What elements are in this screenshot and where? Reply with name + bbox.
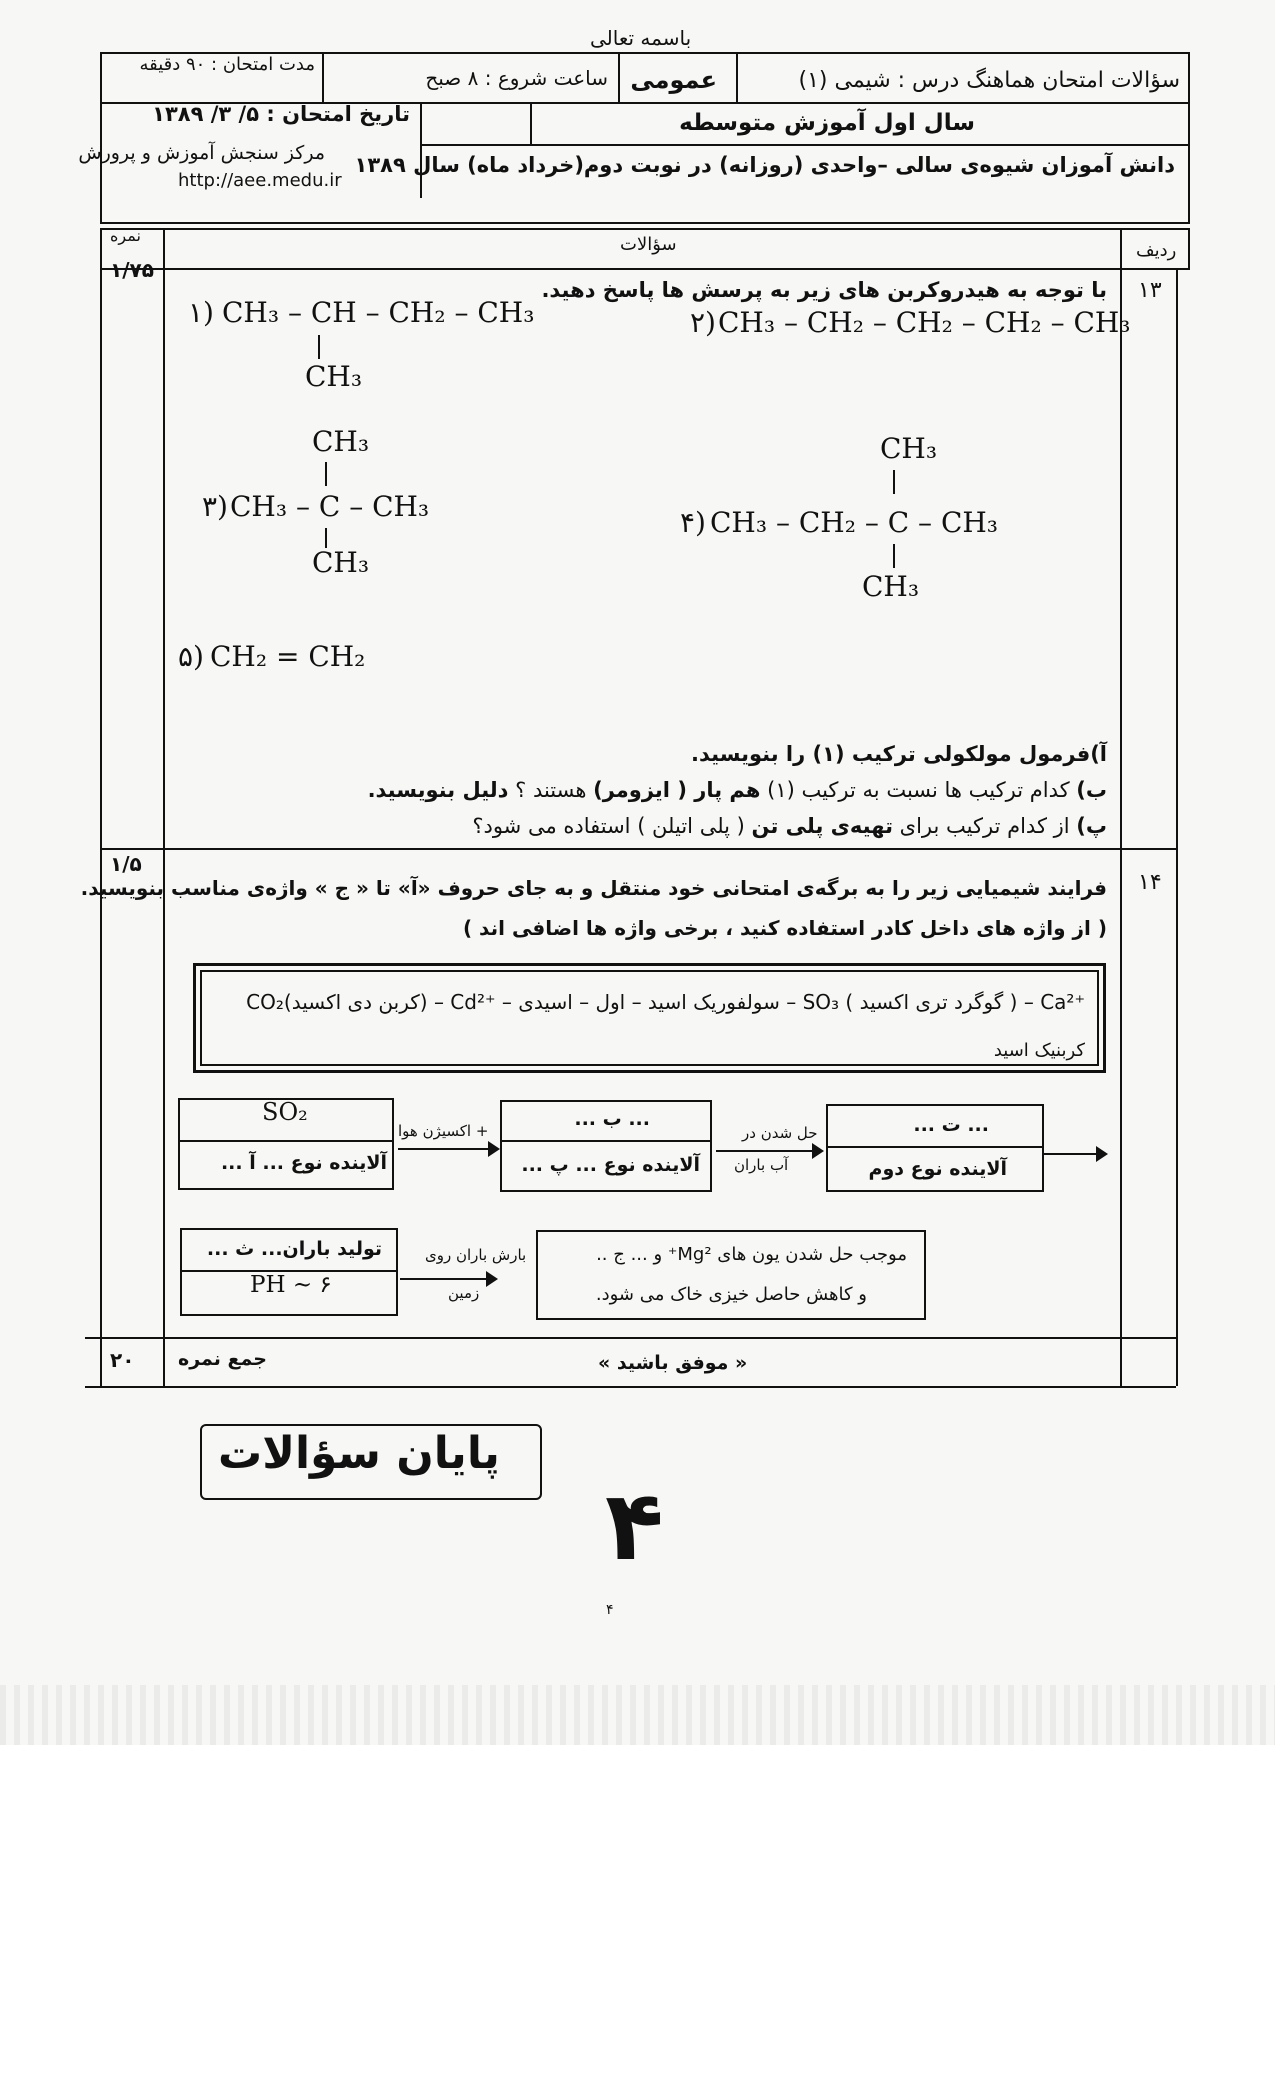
- arrow-1-label: + اکسیژن هوا: [398, 1122, 489, 1140]
- compound-5: CH₂ = CH₂: [210, 640, 366, 673]
- page-number: ۴: [605, 1470, 664, 1582]
- arrow-3-head: [1096, 1146, 1108, 1162]
- compound-4-label: ۴): [680, 506, 706, 539]
- compound-4-top: CH₃: [880, 432, 938, 465]
- exam-date: تاریخ امتحان : ۵/ ۳/ ۱۳۸۹: [152, 102, 410, 126]
- compound-1-branch: CH₃: [305, 360, 363, 393]
- start-time: ساعت شروع : ۸ صبح: [425, 66, 608, 90]
- word-list: CO₂(کربن دی اکسید) – Cd²⁺ – سولفوریک اسید – اول – اسیدی – SO₃ ( گوگرد تری اکسید ) – Ca²⁺: [246, 990, 1085, 1014]
- arrow-4-label-a: بارش باران روی: [425, 1246, 527, 1264]
- box3-bottom: آلاینده نوع دوم: [868, 1158, 1007, 1180]
- box2-top: ... ب ...: [574, 1108, 650, 1130]
- grade: سال اول آموزش متوسطه: [679, 110, 975, 136]
- q13-number: ۱۳: [1138, 278, 1162, 303]
- total-label: جمع نمره: [178, 1348, 267, 1370]
- arrow-2-label-b: آب باران: [734, 1156, 789, 1174]
- q13-score: ۱/۷۵: [110, 258, 154, 282]
- box1-bottom: آلاینده نوع ... آ ...: [220, 1152, 387, 1174]
- arrow-2-head: [812, 1143, 824, 1159]
- box1-top: SO₂: [262, 1098, 308, 1126]
- arrow-2-label-a: حل شدن در: [742, 1124, 818, 1142]
- students-info: دانش آموزان شیوه‌ی سالی –واحدی (روزانه) در نوبت دوم(خرداد ماه) سال ۱۳۸۹: [354, 153, 1175, 177]
- total-score: ۲۰: [110, 1348, 135, 1372]
- basmala: باسمه تعالی: [590, 26, 692, 50]
- q14-number: ۱۴: [1138, 870, 1162, 895]
- exam-title: سؤالات امتحان هماهنگ درس : شیمی (۱): [798, 68, 1180, 93]
- compound-2-label: ۲): [690, 306, 716, 339]
- compound-3-bottom: CH₃: [312, 546, 370, 579]
- compound-1-chain: CH₃ – CH – CH₂ – CH₃: [222, 296, 535, 329]
- compound-2-chain: CH₃ – CH₂ – CH₂ – CH₂ – CH₃: [718, 306, 1131, 339]
- compound-5-label: ۵): [178, 640, 204, 673]
- q13-intro: با توجه به هیدروکربن های زیر به پرسش ها پاسخ دهید.: [541, 278, 1107, 302]
- arrow-1-head: [488, 1141, 500, 1157]
- box5-line-2: و کاهش حاصل خیزی خاک می شود.: [595, 1284, 867, 1305]
- compound-3-chain: CH₃ – C – CH₃: [230, 490, 430, 523]
- box2-bottom: آلاینده نوع ... پ ...: [521, 1154, 700, 1176]
- box5-line-1: موجب حل شدن یون های Mg²⁺ و ... ج ..: [596, 1244, 907, 1265]
- col-questions: سؤالات: [620, 234, 677, 255]
- q14-intro: فرایند شیمیایی زیر را به برگه‌ی امتحانی خود منتقل و به جای حروف «آ» تا « ج » واژه‌ی مناسب بنویسید.: [80, 876, 1107, 900]
- center-url: http://aee.medu.ir: [178, 170, 342, 191]
- box4-top: تولید باران... ث ...: [206, 1238, 382, 1260]
- center-name: مرکز سنجش آموزش و پرورش: [78, 142, 325, 164]
- q13-part-a: آ)فرمول مولکولی ترکیب (۱) را بنویسید.: [691, 742, 1107, 766]
- compound-3-label: ۳): [202, 490, 228, 523]
- q14-intro-2: ( از واژه های داخل کادر استفاده کنید ، برخی واژه ها اضافی اند ): [462, 916, 1107, 940]
- good-luck: « موفق باشید »: [598, 1352, 748, 1374]
- page-number-small: ۴: [606, 1602, 614, 1618]
- word-list-2: کربنیک اسید: [993, 1040, 1085, 1061]
- box4-bottom: PH ~ ۶: [250, 1272, 332, 1298]
- general-label: عمومی: [630, 66, 717, 94]
- compound-3-top: CH₃: [312, 425, 370, 458]
- compound-4-chain: CH₃ – CH₂ – C – CH₃: [710, 506, 999, 539]
- compound-4-bottom: CH₃: [862, 570, 920, 603]
- arrow-4-head: [486, 1271, 498, 1287]
- box3-top: ... ت ...: [913, 1114, 989, 1136]
- compound-1-label: ۱): [188, 296, 214, 329]
- q14-score: ۱/۵: [110, 852, 142, 876]
- col-score: نمره: [110, 226, 141, 245]
- end-text: پایان سؤالات: [218, 1428, 500, 1479]
- q13-part-b: ب) کدام ترکیب ها نسبت به ترکیب (۱) هم پار ( ایزومر) هستند ؟ دلیل بنویسید.: [367, 778, 1107, 802]
- arrow-4-label-b: زمین: [448, 1284, 480, 1302]
- col-row: ردیف: [1136, 240, 1177, 261]
- q13-part-p: پ) از کدام ترکیب برای تهیه‌ی پلی تن ( پلی اتیلن ) استفاده می شود؟: [472, 814, 1107, 838]
- duration: مدت امتحان : ۹۰ دقیقه: [139, 54, 315, 75]
